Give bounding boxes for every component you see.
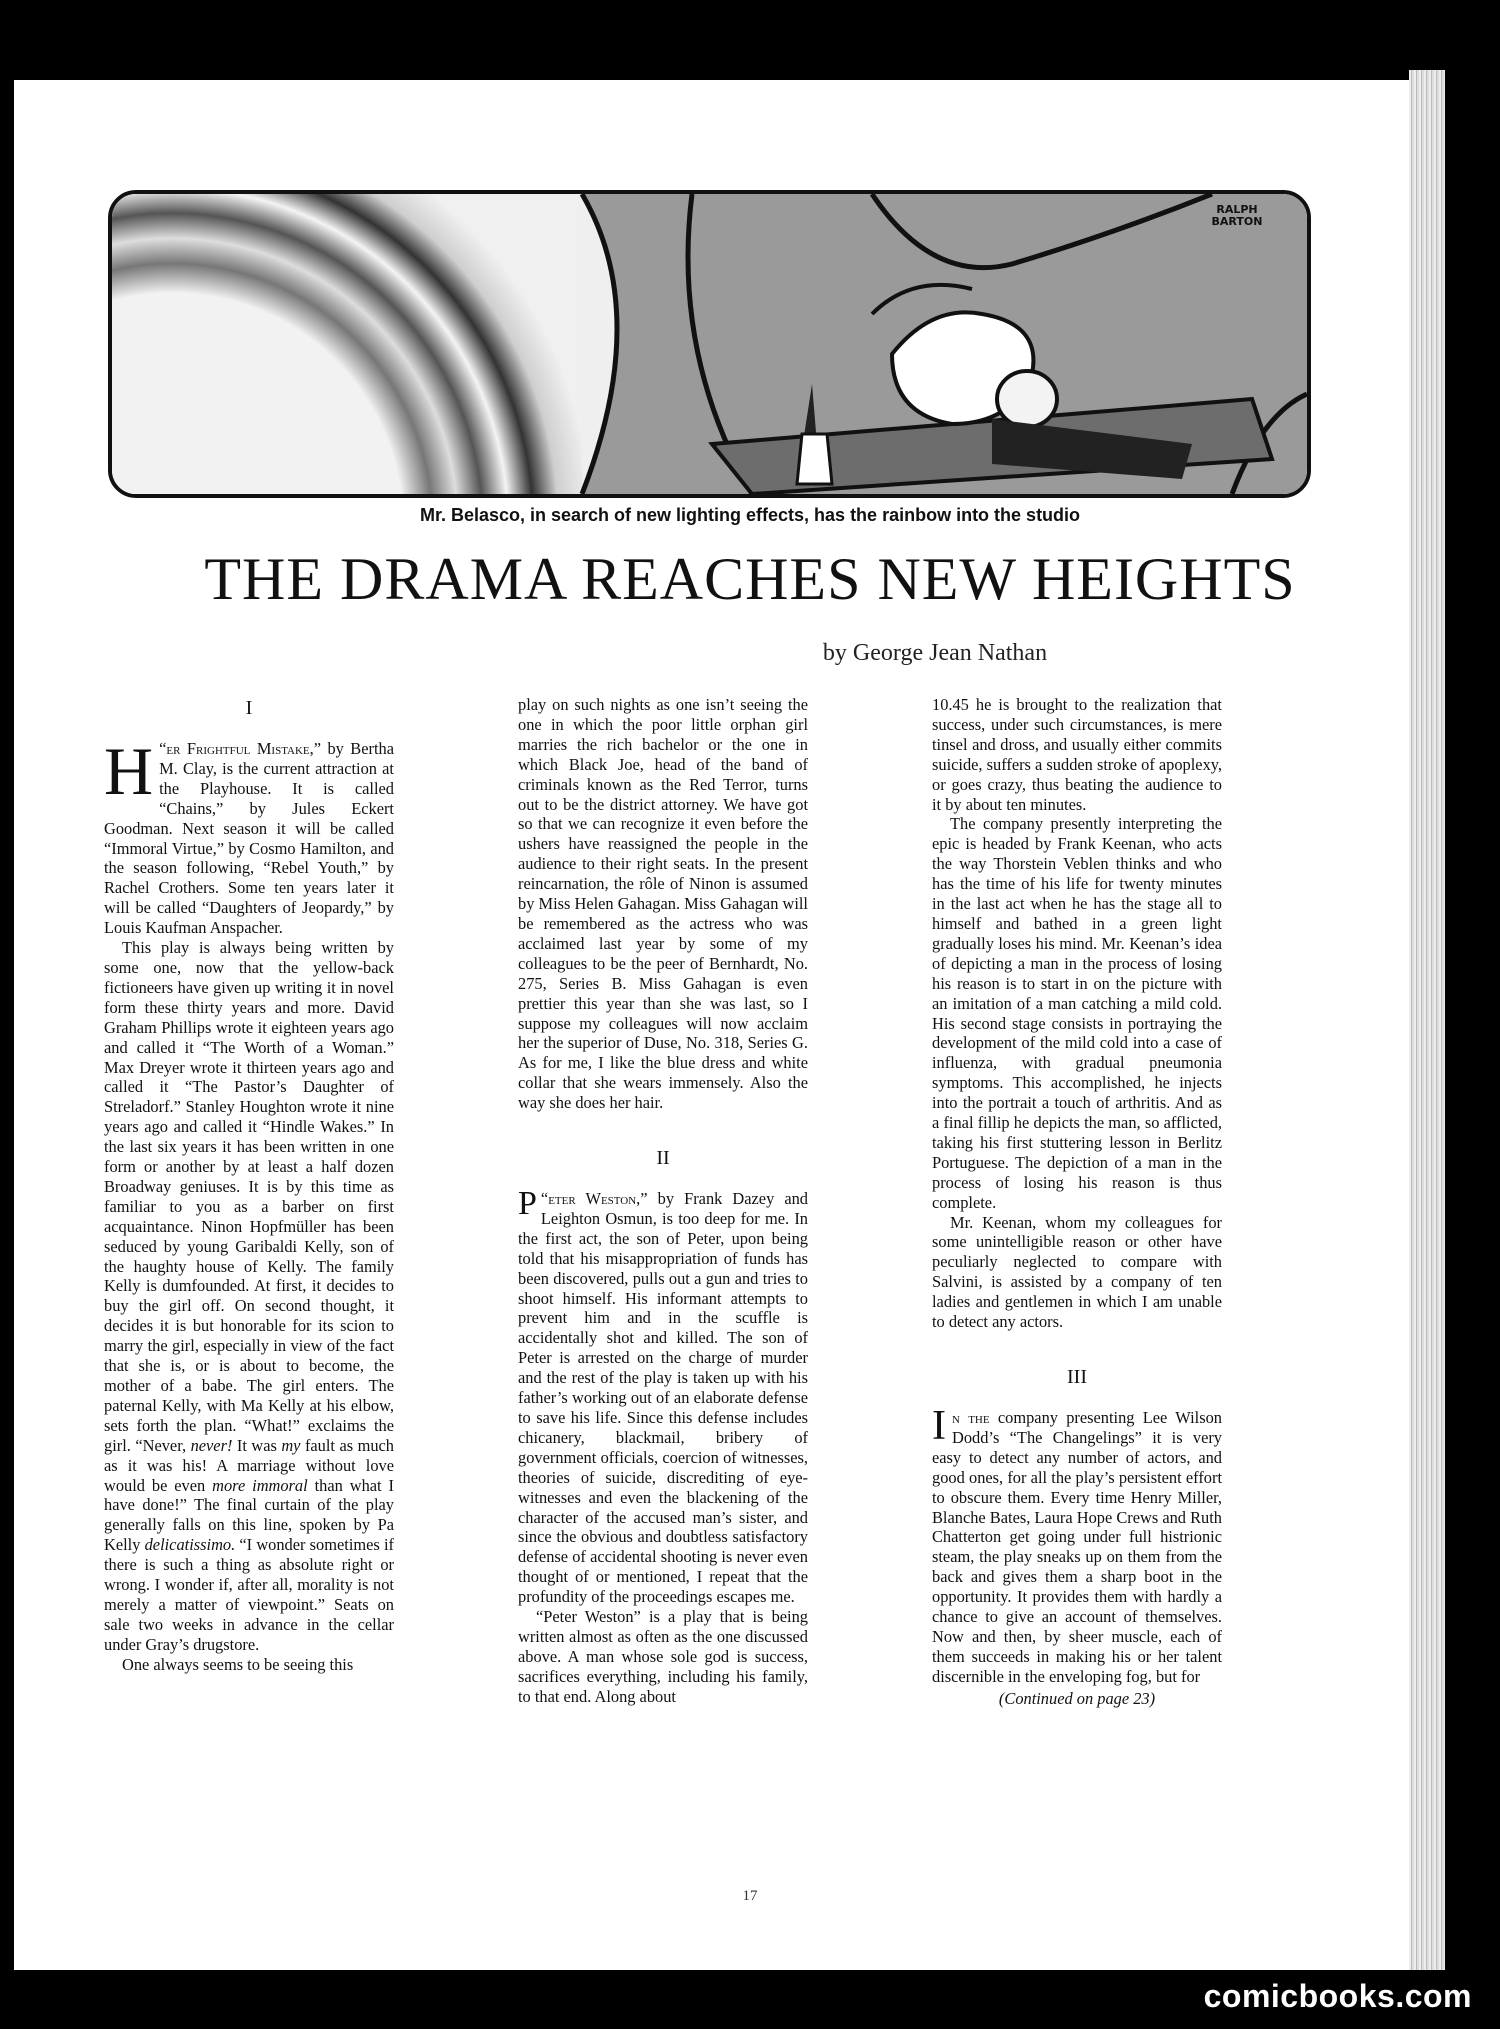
lead-in: eter Weston,” (548, 1189, 648, 1209)
open-quote: “ (159, 739, 167, 758)
section-heading-2: II (656, 1147, 670, 1170)
paragraph: The company presently interpreting the epic is headed by Frank Keenan, who acts the way Thorstein Veblen thinks and who has the time of his life for twenty minutes in the last act when he has the stage all to himself and bathed in a green light gradually loses his mind. Mr. Keenan’s idea of depicting a man in the process of losing his reason is to start in on the picture with an imitation of a man catching a mild cold. His second stage consists in portraying the development of the mild cold into a case of influenza, with gradual pneumonia symptoms. This accomplished, he injects into the portrait a touch of arthritis. And as a final fillip he depicts the man, so afflicted, taking his first stuttering lesson in Berlitz Portuguese. The depiction of a man in the process of losing his reason is thus complete. (932, 814, 1222, 1212)
paragraph-text: by Frank Dazey and Leighton Osmun, is too deep for me. In the first act, the son of Peter, upon being told that his misappropriation of funds has been discovered, pulls out a gun and tries to shoot himself. His informant attempts to prevent him and in the scuffle is accidentally shot and killed. The son of Peter is arrested on the charge of murder and the rest of the play is taken up with his father’s working out of an elaborate defense to save his life. Since this defense includes chicanery, blackmail, bribery of government officials, coercion of witnesses, theories of suicide, discrediting of eye-witnesses and even the blackening of the character of the accused man’s sister, and since the obvious and doubtless satisfactory defense of accidental shooting is never even thought of or mentioned, I repeat that the profundity of the proceedings escapes me. (518, 1189, 808, 1607)
italic-text: more immoral (212, 1475, 308, 1495)
drop-cap: H (104, 733, 154, 809)
paragraph-text: company presenting Lee Wilson Dodd’s “The Changelings” it is very easy to detect any number of actors, and good ones, for all the play’s persistent effort to obscure them. Every time Henry Miller, Blanche Bates, Laura Hope Crews and Ruth Chatterton get going under full histrionic steam, the play sneaks up on them from the back and gives them a sharp boot in the opportunity. It provides them with hardly a chance to give an account of themselves. Now and then, by sheer muscle, each of them succeeds in making his or her talent discernible in the enveloping fog, but for (932, 1408, 1222, 1686)
paragraph (104, 938, 394, 1655)
paragraph-text: It was (232, 1435, 282, 1455)
section-heading-3: III (1067, 1366, 1087, 1388)
page-number: 17 (742, 1888, 758, 1904)
paragraph-text: “I wonder sometimes if there is such a thing as absolute right or wrong. I wonder if, after all, morality is not merely a matter of viewpoint.” Seats on sale two weeks in advance in the cellar under Gray’s drugstore. (104, 1535, 394, 1654)
paragraph-text: fault as much as it was his! A marriage without love would be even (104, 1435, 394, 1495)
lead-in: er Frightful Mistake,” (166, 739, 322, 758)
text-column-2 (518, 695, 808, 1707)
page-edges (1409, 70, 1445, 1970)
paragraph-text: by Bertha M. Clay, is the current attraction at the Playhouse. It is called “Chains,” by Jules Eckert Goodman. Next season it will be called “Immoral Virtue,” by Cosmo Hamilton, and the season following, “Rebel Youth,” by Rachel Crothers. Some ten years later it will be called “Daughters of Jeopardy,” by Louis Kaufman Anspacher. (104, 739, 394, 938)
paragraph: play on such nights as one isn’t seeing the one in which the poor little orphan girl marries the rich bachelor or the one in which Black Joe, head of the band of criminals known as the Red Terror, turns out to be the district attorney. We have got so that we can recognize it even before the ushers have reassigned the people in the audience to their right seats. In the present reincarnation, the rôle of Ninon is assumed by Miss Helen Gahagan. Miss Gahagan will be remembered as the actress who was acclaimed last year by some of my colleagues to be the peer of Bernhardt, No. 275, Series B. Miss Gahagan is even prettier this year than she was last, so I suppose my colleagues will now acclaim her the superior of Duse, No. 318, Series G. As for me, I like the blue dress and white collar that she wears immensely. Also the way she does her hair. (518, 695, 808, 1113)
illustration-caption: Mr. Belasco, in search of new lighting effects, has the rainbow into the studio (419, 505, 1081, 525)
rainbow-studio-drawing (112, 194, 1307, 494)
article-byline: by George Jean Nathan (822, 640, 1048, 666)
paragraph-text: than what I have done!” The final curtain of the play generally falls on this line, spoken by Pa Kelly (104, 1475, 394, 1555)
paragraph-text: This play is always being written by some one, now that the yellow-back fictioneers have given up writing it in novel form these thirty years and more. David Graham Phillips wrote it eighteen years ago and called it “The Worth of a Woman.” Max Dreyer wrote it thirteen years ago and called it “The Pastor’s Daughter of Streladorf.” Stanley Houghton wrote it nine years ago and called it “Hindle Wakes.” In the last six years it has been written in one form or another by at least a half dozen Broadway geniuses. It is by this time as familiar to you as a barber on first acquaintance. Ninon Hopfmüller has been seduced by young Garibaldi Kelly, son of the haughty house of Kelly. The family Kelly is dumfounded. At first, it decides to buy the girl off. On second thought, it decides it is but honorable for its scion to marry the girl, especially in view of the fact that she is, or is about to become, the mother of a babe. The girl enters. The paternal Kelly, with Ma Kelly at his elbow, sets forth the plan. “What!” exclaims the girl. “Never, (104, 938, 394, 1455)
paragraph (932, 1403, 1222, 1687)
artist-signature: RALPH BARTON (1211, 203, 1263, 228)
continued-notice: (Continued on page 23) (998, 1688, 1156, 1708)
open-quote: “ (540, 1189, 549, 1209)
article-headline: THE DRAMA REACHES NEW HEIGHTS (204, 546, 1296, 612)
site-watermark: comicbooks.com (1203, 1978, 1472, 2014)
section-heading-1: I (245, 697, 253, 719)
paragraph: One always seems to be seeing this (122, 1654, 354, 1674)
text-column-1 (104, 695, 394, 1675)
italic-text: never! (190, 1435, 233, 1455)
paragraph: 10.45 he is brought to the realization that success, under such circumstances, is mere tinsel and dross, and usually either commits suicide, suffers a sudden stroke of apoplexy, or goes crazy, thus beating the audience to it by about ten minutes. (932, 695, 1222, 814)
drop-cap: I (932, 1403, 946, 1449)
italic-text: my (281, 1435, 301, 1455)
paragraph (518, 1185, 808, 1607)
lead-in: n the (952, 1408, 990, 1427)
drop-cap: P (518, 1185, 537, 1223)
paragraph: Mr. Keenan, whom my colleagues for some unintelligible reason or other have peculiarly neglected to compare with Salvini, is assisted by a company of ten ladies and gentlemen in which I am unable to detect any actors. (932, 1212, 1222, 1332)
paragraph (104, 733, 394, 938)
paragraph: “Peter Weston” is a play that is being written almost as often as the one discussed above. A man whose sole god is success, sacrifices everything, including his family, to that end. Along about (518, 1607, 808, 1706)
book-spine (0, 80, 14, 1970)
cartoon-illustration (108, 190, 1311, 498)
italic-text: delicatissimo. (144, 1535, 236, 1555)
text-column-3 (932, 695, 1222, 1709)
